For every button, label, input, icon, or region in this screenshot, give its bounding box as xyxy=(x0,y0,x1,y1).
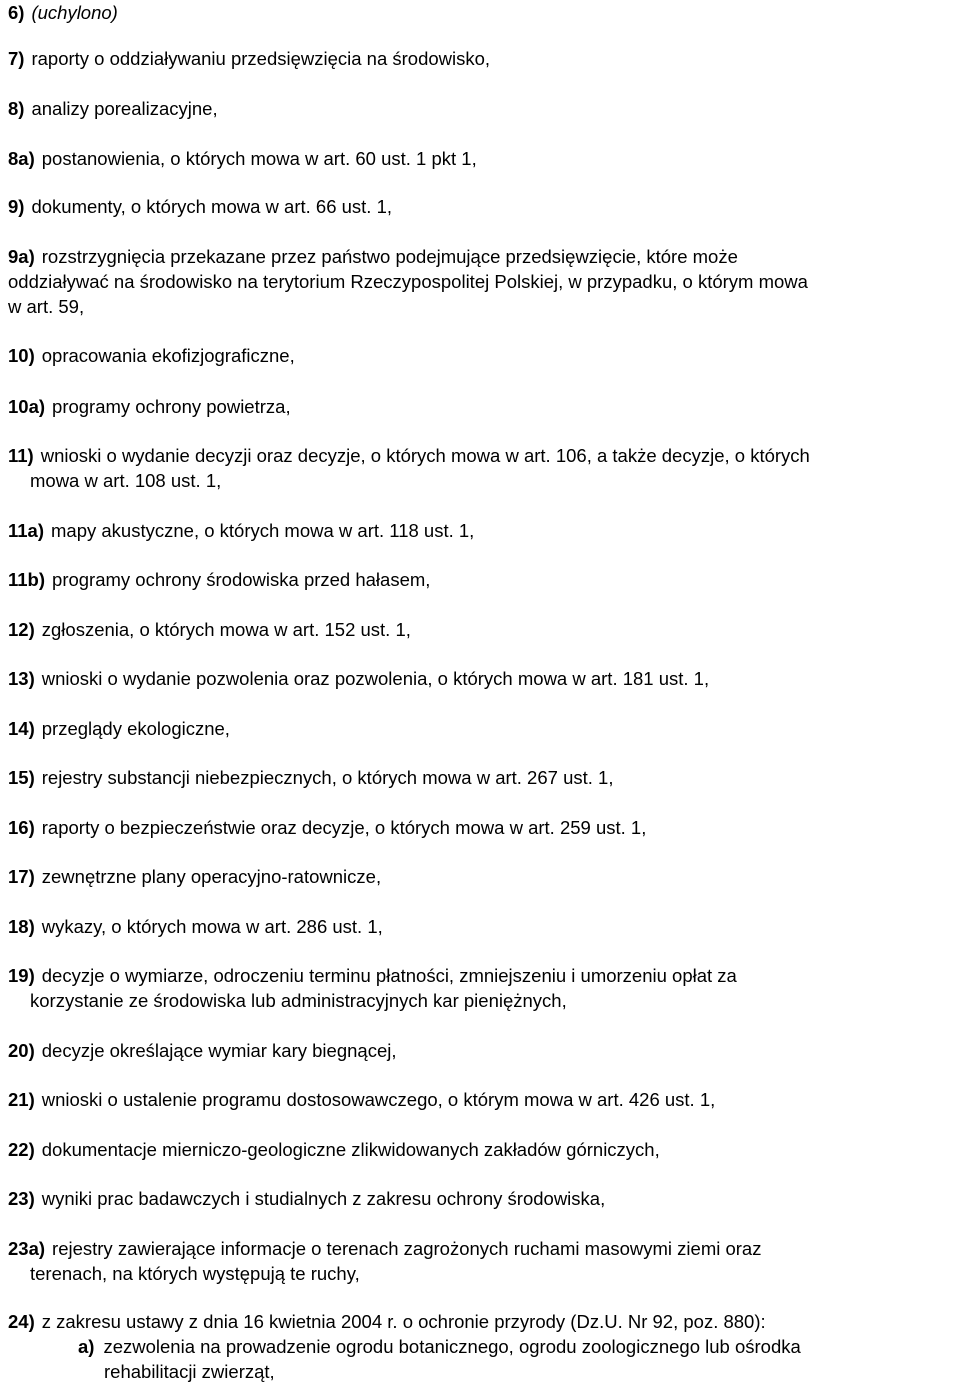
item-number: 21) xyxy=(8,1089,35,1110)
list-item-8 xyxy=(8,96,956,121)
list-item-23a xyxy=(8,1236,956,1286)
item-text: programy ochrony powietrza, xyxy=(52,396,291,417)
item-text-line-2: terenach, na których występują te ruchy, xyxy=(30,1263,360,1284)
item-text: z zakresu ustawy z dnia 16 kwietnia 2004 r. o ochronie przyrody (Dz.U. Nr 92, poz. 880): xyxy=(41,1311,766,1332)
item-number: 18) xyxy=(8,916,35,937)
list-item-10 xyxy=(8,343,956,368)
item-text: wykazy, o których mowa w art. 286 ust. 1, xyxy=(41,916,383,937)
item-number: 15) xyxy=(8,767,35,788)
list-item-14 xyxy=(8,716,956,741)
list-item-9 xyxy=(8,194,956,219)
sub-item-a xyxy=(78,1334,956,1384)
item-text: przeglądy ekologiczne, xyxy=(41,718,230,739)
item-number: 9a) xyxy=(8,246,35,267)
item-number: 23) xyxy=(8,1188,35,1209)
item-number: 23a) xyxy=(8,1238,46,1259)
list-item-6 xyxy=(8,0,956,25)
item-text: (uchylono) xyxy=(31,2,118,23)
item-number: 12) xyxy=(8,619,35,640)
list-item-11b xyxy=(8,567,956,592)
item-number: 11b) xyxy=(8,569,46,590)
list-item-10a xyxy=(8,394,956,419)
item-number: 16) xyxy=(8,817,35,838)
item-number: 11a) xyxy=(8,520,45,541)
item-text: raporty o oddziaływaniu przedsięwzięcia na środowisko, xyxy=(31,48,491,69)
item-text: programy ochrony środowiska przed hałasem, xyxy=(52,569,431,590)
item-number: 13) xyxy=(8,668,35,689)
list-item-15 xyxy=(8,765,956,790)
item-text-line-1: rozstrzygnięcia przekazane przez państwo podejmujące przedsięwzięcie, które może xyxy=(41,246,738,267)
sub-item-text-line-1: zezwolenia na prowadzenie ogrodu botanicznego, ogrodu zoologicznego lub ośrodka xyxy=(103,1336,801,1357)
item-number: 24) xyxy=(8,1311,35,1332)
item-text: raporty o bezpieczeństwie oraz decyzje, o których mowa w art. 259 ust. 1, xyxy=(41,817,647,838)
list-item-20 xyxy=(8,1038,956,1063)
list-item-11a xyxy=(8,518,956,543)
list-item-18 xyxy=(8,914,956,939)
list-item-13 xyxy=(8,666,956,691)
item-number: 17) xyxy=(8,866,35,887)
item-number: 20) xyxy=(8,1040,35,1061)
list-item-19 xyxy=(8,963,956,1013)
item-text-line-3: w art. 59, xyxy=(8,296,85,317)
item-text: mapy akustyczne, o których mowa w art. 118 ust. 1, xyxy=(51,520,475,541)
item-text: wnioski o wydanie pozwolenia oraz pozwolenia, o których mowa w art. 181 ust. 1, xyxy=(41,668,710,689)
item-number: 11) xyxy=(8,445,34,466)
item-text: zgłoszenia, o których mowa w art. 152 ust. 1, xyxy=(41,619,411,640)
list-item-17 xyxy=(8,864,956,889)
item-text: zewnętrzne plany operacyjno-ratownicze, xyxy=(41,866,382,887)
item-text: opracowania ekofizjograficzne, xyxy=(41,345,295,366)
list-item-21 xyxy=(8,1087,956,1112)
list-item-11 xyxy=(8,443,956,493)
item-number: 8a) xyxy=(8,148,35,169)
list-item-8a xyxy=(8,146,956,171)
list-item-23 xyxy=(8,1186,956,1211)
item-number: 19) xyxy=(8,965,35,986)
item-number: 10) xyxy=(8,345,35,366)
item-number: 14) xyxy=(8,718,35,739)
item-text-line-2: korzystanie ze środowiska lub administracyjnych kar pieniężnych, xyxy=(30,990,567,1011)
list-item-12 xyxy=(8,617,956,642)
list-item-24 xyxy=(8,1309,956,1334)
list-item-9a xyxy=(8,244,956,319)
item-number: 22) xyxy=(8,1139,35,1160)
item-number: 7) xyxy=(8,48,25,69)
item-number: 9) xyxy=(8,196,25,217)
item-text: decyzje określające wymiar kary biegnącej, xyxy=(41,1040,397,1061)
item-text: wyniki prac badawczych i studialnych z zakresu ochrony środowiska, xyxy=(41,1188,606,1209)
item-text-line-1: decyzje o wymiarze, odroczeniu terminu płatności, zmniejszeniu i umorzeniu opłat za xyxy=(41,965,737,986)
sub-item-letter: a) xyxy=(78,1336,95,1357)
item-text: dokumenty, o których mowa w art. 66 ust. 1, xyxy=(31,196,393,217)
item-text-line-1: rejestry zawierające informacje o terenach zagrożonych ruchami masowymi ziemi oraz xyxy=(52,1238,762,1259)
item-number: 8) xyxy=(8,98,25,119)
item-text: analizy porealizacyjne, xyxy=(31,98,218,119)
item-text: dokumentacje mierniczo-geologiczne zlikwidowanych zakładów górniczych, xyxy=(41,1139,660,1160)
item-text: postanowienia, o których mowa w art. 60 ust. 1 pkt 1, xyxy=(41,148,477,169)
item-number: 10a) xyxy=(8,396,46,417)
list-item-22 xyxy=(8,1137,956,1162)
item-text-line-2: oddziaływać na środowisko na terytorium Rzeczypospolitej Polskiej, w przypadku, o którym mowa xyxy=(8,271,808,292)
sub-item-text-line-2: rehabilitacji zwierząt, xyxy=(104,1361,275,1382)
item-text: rejestry substancji niebezpiecznych, o których mowa w art. 267 ust. 1, xyxy=(41,767,614,788)
item-text-line-2: mowa w art. 108 ust. 1, xyxy=(30,470,222,491)
item-text: wnioski o ustalenie programu dostosowawczego, o którym mowa w art. 426 ust. 1, xyxy=(41,1089,716,1110)
list-item-7 xyxy=(8,46,956,71)
list-item-16 xyxy=(8,815,956,840)
item-text-line-1: wnioski o wydanie decyzji oraz decyzje, o których mowa w art. 106, a także decyzje, o których xyxy=(40,445,810,466)
item-number: 6) xyxy=(8,2,25,23)
